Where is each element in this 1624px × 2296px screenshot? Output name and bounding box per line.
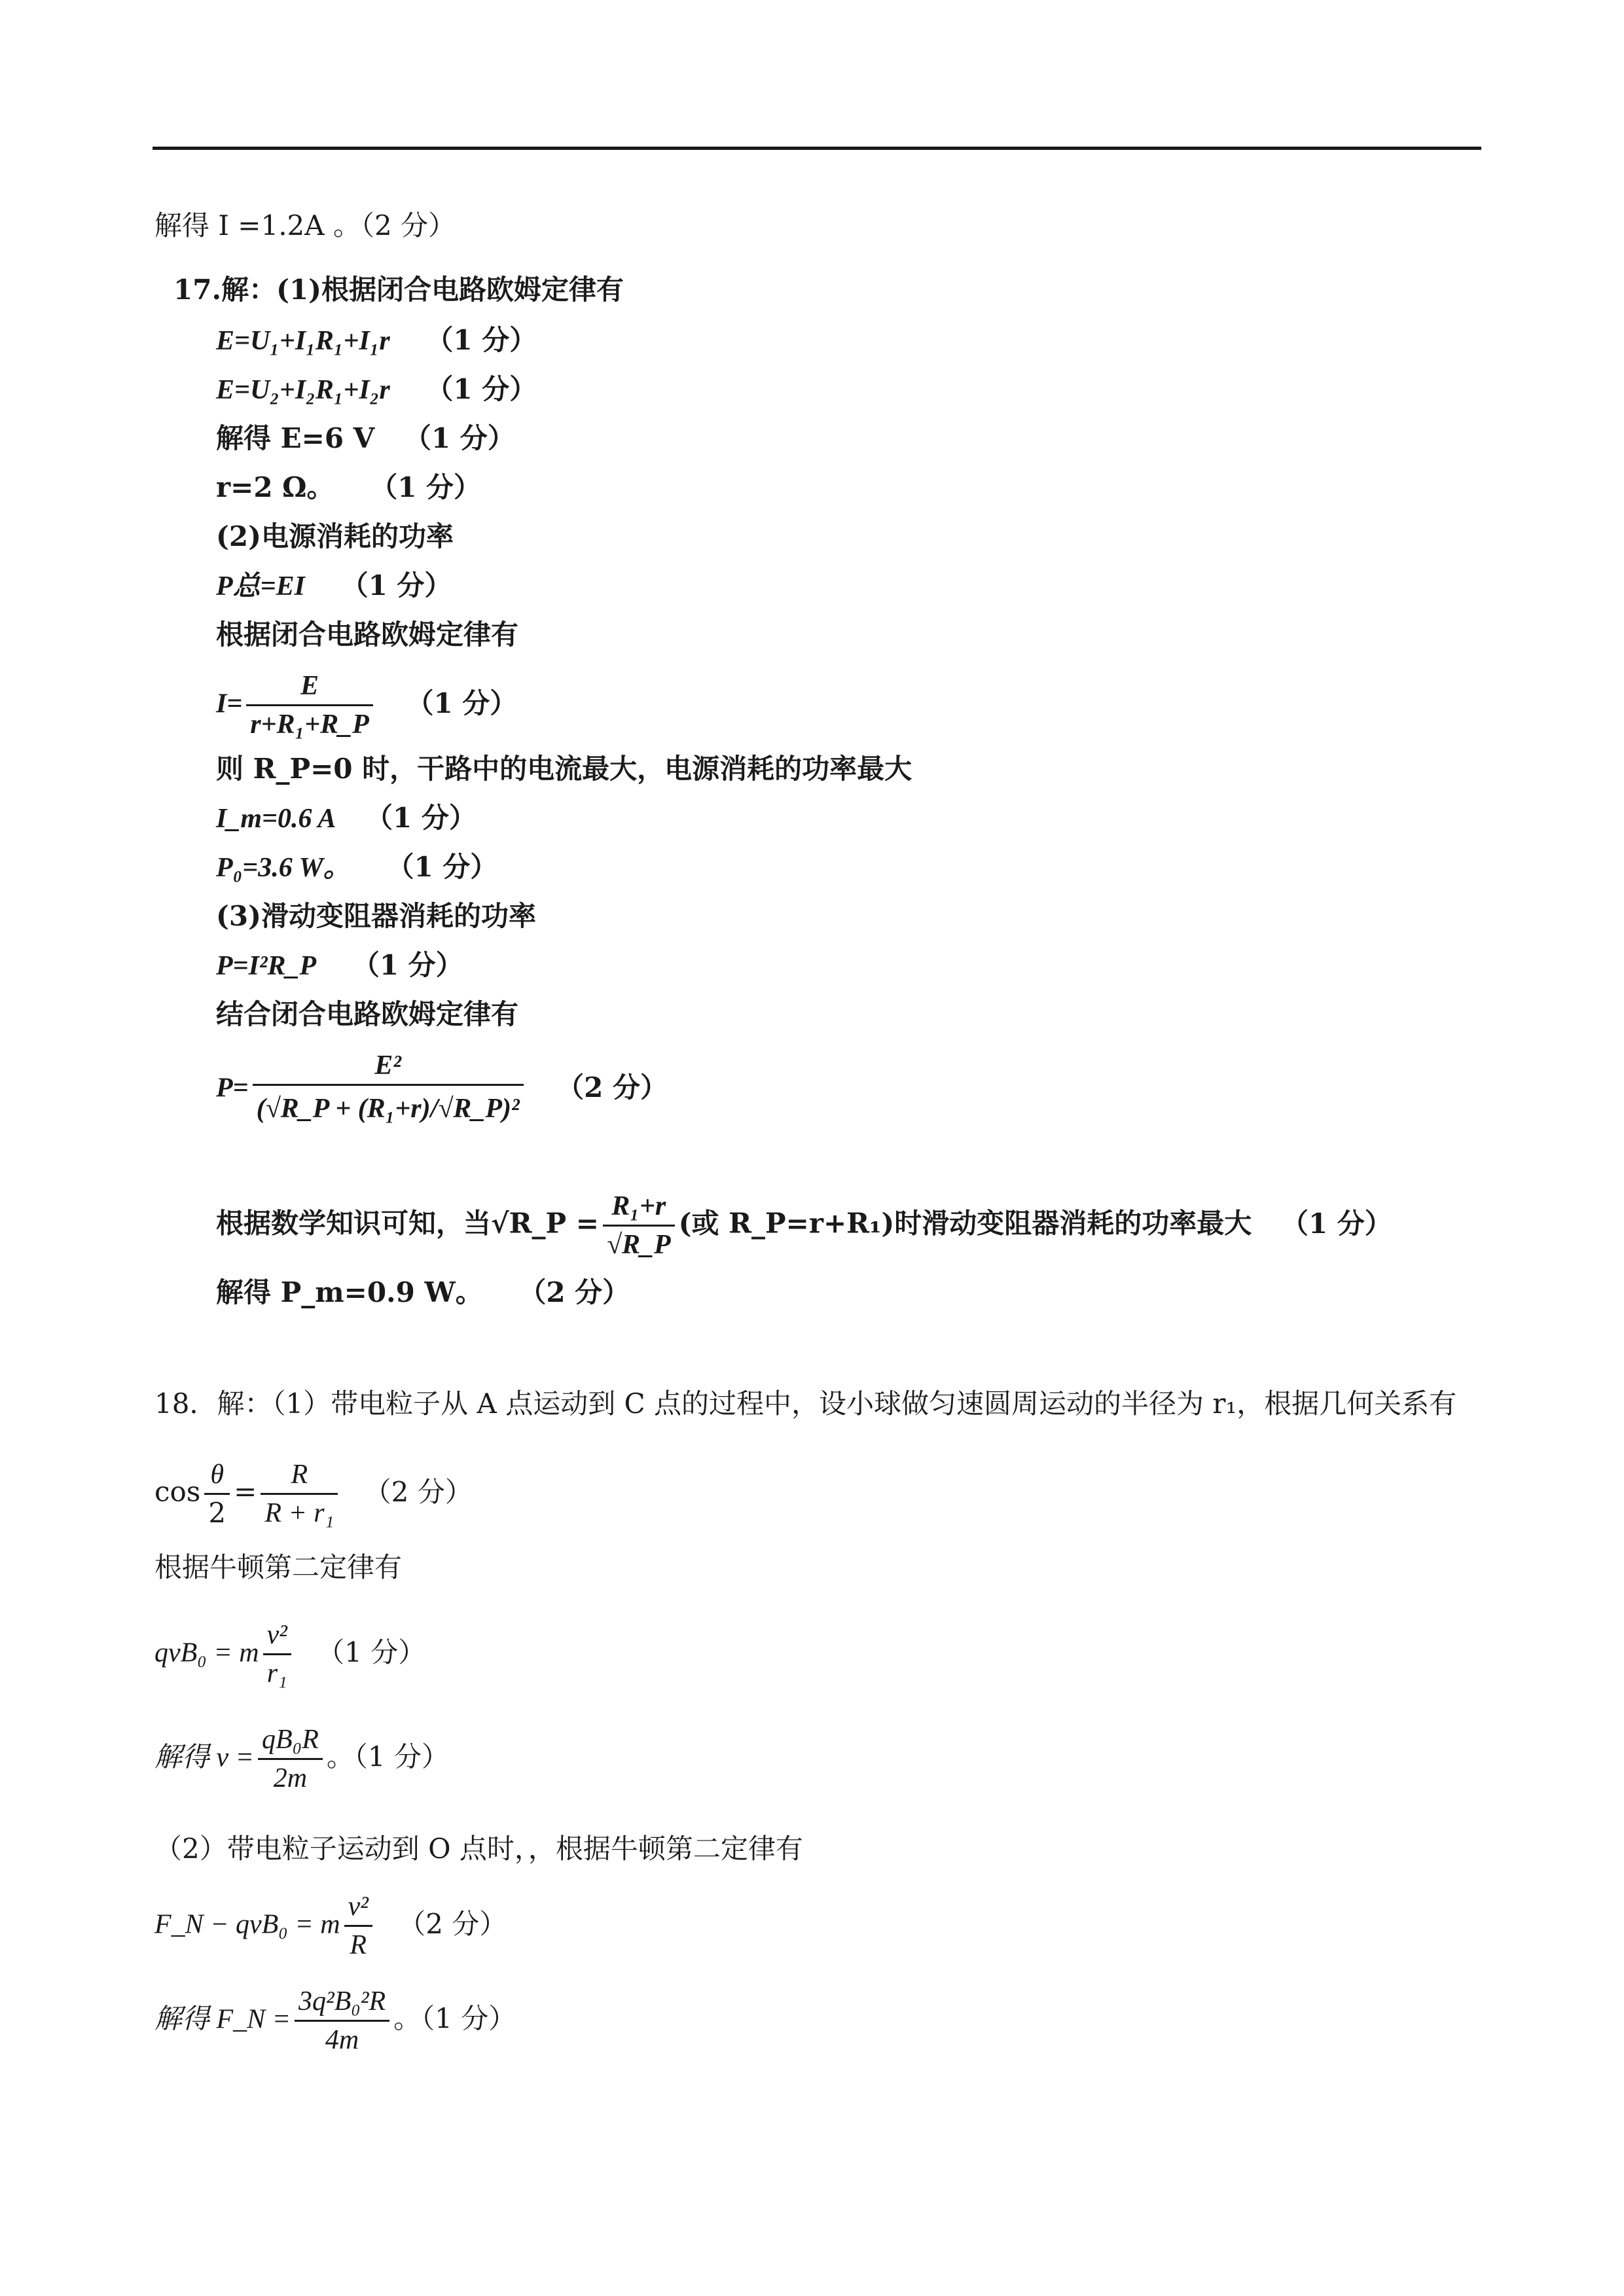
q18-v-den: 2m xyxy=(273,1763,308,1793)
q17-pm-line xyxy=(216,1276,630,1309)
q17-score-11: （1 分） xyxy=(1280,1207,1392,1240)
q17-then: 则 R_P=0 时，干路中的电流最大，电源消耗的功率最大 xyxy=(216,753,912,785)
q17-math-line xyxy=(216,1188,1392,1263)
q17-score-5: （1 分） xyxy=(340,569,452,601)
q18-fnr-den: 4m xyxy=(325,2025,359,2055)
q18-fn-lhs: F_N − qvB₀ = m xyxy=(154,1909,340,1940)
q17-ptot-line xyxy=(216,569,452,603)
q18-fnr-num: 3q²B₀²R xyxy=(295,1983,389,2022)
q17-pp: P=I²R_P xyxy=(216,951,317,981)
q17-law2: 结合闭合电路欧姆定律有 xyxy=(216,998,519,1030)
q18-fn-den: R xyxy=(350,1930,367,1960)
q17-p-frac xyxy=(253,1047,524,1132)
q18-f-num: v² xyxy=(263,1617,291,1655)
q17-pm: 解得 P_m=0.9 W。 xyxy=(216,1276,483,1308)
header-rule xyxy=(153,147,1481,150)
q17-score-1: （1 分） xyxy=(425,324,537,356)
q18-fn-frac xyxy=(344,1888,372,1964)
q18-heading-text: 18．解：（1）带电粒子从 A 点运动到 C 点的过程中，设小球做匀速圆周运动的半径为 r₁，根据几何关系有 xyxy=(154,1388,1457,1420)
q17-p0-line xyxy=(216,851,497,884)
q17-score-8: （1 分） xyxy=(386,851,498,883)
q18-cos-rfrac xyxy=(261,1456,338,1532)
q17-im: I_m=0.6 A xyxy=(216,804,336,834)
q17-law2-line xyxy=(216,998,518,1031)
prev-result-text: 解得 I =1.2A 。（2 分） xyxy=(154,209,456,242)
q17-eq1: E=U₁+I₁R₁+I₁r xyxy=(216,326,390,356)
q17-heading-text: 17.解：(1)根据闭合电路欧姆定律有 xyxy=(173,274,624,306)
q17-part3-text: (3)滑动变阻器消耗的功率 xyxy=(216,900,536,932)
q18-newton-line xyxy=(154,1551,402,1584)
q17-pp-line xyxy=(216,949,463,982)
q17-math-frac xyxy=(603,1188,675,1263)
q18-v-tail: 。（1 分） xyxy=(326,1740,449,1773)
q18-heading xyxy=(154,1388,1456,1420)
q17-math-post: (或 R_P=r+R₁)时滑动变阻器消耗的功率最大 xyxy=(678,1207,1252,1240)
q17-part2-title xyxy=(216,520,454,553)
q17-score-6: （1 分） xyxy=(406,687,518,719)
q18-newton: 根据牛顿第二定律有 xyxy=(154,1551,403,1583)
q18-f-frac xyxy=(263,1617,291,1692)
q17-current-formula xyxy=(216,668,517,743)
q17-p-num: E² xyxy=(253,1047,524,1086)
q17-im-line xyxy=(216,802,477,835)
q17-p0: P₀=3.6 W。 xyxy=(216,853,351,883)
q17-frac-i-num: E xyxy=(246,668,373,706)
q17-heading xyxy=(173,274,624,306)
q17-eq2: E=U₂+I₂R₁+I₂r xyxy=(216,375,390,405)
q17-res2-line xyxy=(216,471,481,504)
q18-fnr-frac xyxy=(295,1983,389,2058)
q18-part2-line xyxy=(154,1833,803,1865)
q17-score-10: （2 分） xyxy=(556,1071,668,1103)
q18-fn-formula xyxy=(154,1888,507,1964)
q17-res1: 解得 E=6 V xyxy=(216,422,375,454)
q18-fn-result xyxy=(154,1983,516,2058)
q18-force-formula xyxy=(154,1617,425,1692)
q18-f-lhs: qvB₀ = m xyxy=(154,1638,259,1668)
q18-v-num: qB₀R xyxy=(258,1721,323,1760)
q17-score-7: （1 分） xyxy=(365,802,477,834)
q17-res2: r=2 Ω。 xyxy=(216,471,334,503)
prev-result-line xyxy=(154,209,456,242)
q18-cos-formula xyxy=(154,1456,473,1532)
q17-math-num: R₁+r xyxy=(603,1188,675,1227)
q18-cos-num: θ xyxy=(204,1456,230,1495)
q17-score-9: （1 分） xyxy=(352,949,463,981)
q18-fn-num: v² xyxy=(344,1888,372,1927)
q17-res1-line xyxy=(216,422,515,455)
q18-part2: （2）带电粒子运动到 O 点时，，根据牛顿第二定律有 xyxy=(154,1833,803,1865)
q17-score-3: （1 分） xyxy=(403,422,515,454)
q17-p-den: (√R_P + (R₁+r)/√R_P)² xyxy=(256,1094,520,1124)
q17-law1-line xyxy=(216,619,518,651)
q18-fnr-tail: 。（1 分） xyxy=(393,2002,516,2035)
q18-v-formula xyxy=(154,1721,449,1797)
q18-v-lhs: 解得 v = xyxy=(154,1742,254,1773)
q17-score-12: （2 分） xyxy=(518,1276,630,1308)
q17-law1: 根据闭合电路欧姆定律有 xyxy=(216,619,519,651)
q17-math-den: √R_P xyxy=(606,1230,671,1260)
q17-p-lhs: P= xyxy=(216,1073,249,1103)
q18-f-den: r₁ xyxy=(266,1659,287,1689)
q18-cos-eq: = xyxy=(234,1475,257,1508)
q18-score-2: （1 分） xyxy=(317,1636,426,1668)
q17-part3-title xyxy=(216,900,536,933)
q17-math-pre: 根据数学知识可知，当√R_P = xyxy=(216,1207,599,1240)
q17-then-line xyxy=(216,753,912,785)
q18-cos-label: cos xyxy=(154,1475,201,1508)
q17-score-2: （1 分） xyxy=(425,373,537,405)
q17-frac-i-lhs: I= xyxy=(216,689,243,719)
q17-frac-i xyxy=(246,668,373,743)
q18-score-1: （2 分） xyxy=(363,1475,473,1508)
q17-frac-i-den: r+R₁+R_P xyxy=(250,709,369,740)
q18-v-frac xyxy=(258,1721,323,1797)
q18-cos-rnum: R xyxy=(261,1456,338,1495)
q18-fnr-lhs: 解得 F_N = xyxy=(154,2004,291,2035)
q17-eq1-line xyxy=(216,324,537,357)
q17-score-4: （1 分） xyxy=(370,471,482,503)
q18-cos-frac xyxy=(204,1456,230,1532)
q18-cos-rden: R + r₁ xyxy=(264,1498,334,1528)
q18-cos-den: 2 xyxy=(208,1497,226,1529)
q17-part2-text: (2)电源消耗的功率 xyxy=(216,520,454,552)
q18-score-3: （2 分） xyxy=(398,1907,507,1940)
q17-ptot: P总=EI xyxy=(216,571,305,601)
q17-eq2-line xyxy=(216,373,537,406)
q17-power-formula xyxy=(216,1047,668,1132)
